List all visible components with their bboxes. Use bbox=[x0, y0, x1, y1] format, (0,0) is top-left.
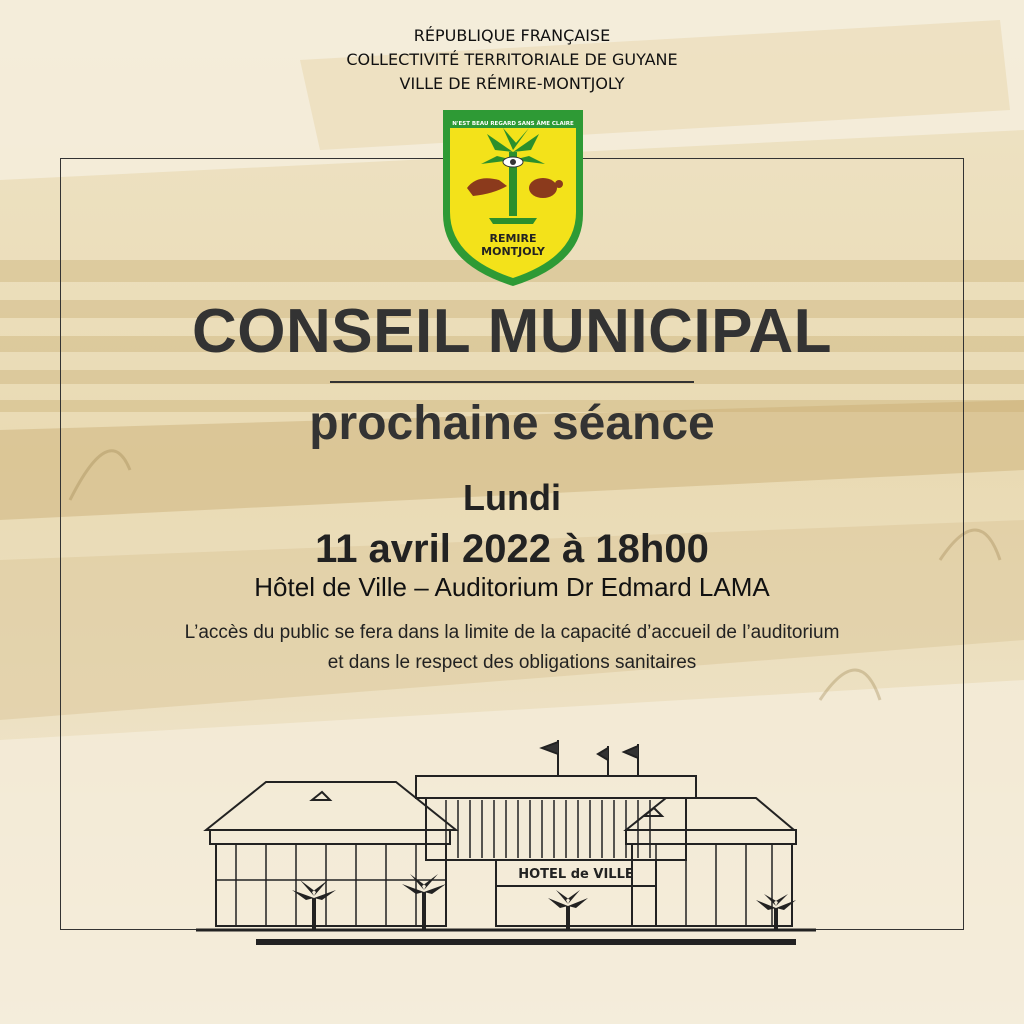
event-title: CONSEIL MUNICIPAL bbox=[191, 297, 832, 366]
header-city: VILLE DE RÉMIRE-MONTJOLY bbox=[399, 74, 625, 93]
public-access-notice bbox=[0, 618, 1024, 678]
notice-line-1: L’accès du public se fera dans la limite de la capacité d’accueil de l’auditorium bbox=[184, 622, 840, 643]
palm-tree-icon bbox=[292, 880, 336, 930]
event-datetime: 11 avril 2022 à 18h00 bbox=[315, 527, 709, 571]
notice-line-2: et dans le respect des obligations sanitaires bbox=[327, 652, 697, 673]
palm-tree-icon bbox=[548, 890, 588, 930]
svg-text:N'EST BEAU REGARD SANS ÂME CLA: N'EST BEAU REGARD SANS ÂME CLAIRE bbox=[452, 121, 574, 127]
palm-tree-icon bbox=[402, 874, 446, 930]
issuer-header bbox=[0, 24, 1024, 96]
title-divider bbox=[330, 381, 694, 383]
crest-name-line2: MONTJOLY bbox=[481, 245, 545, 258]
event-location: Hôtel de Ville – Auditorium Dr Edmard LAMA bbox=[254, 572, 770, 602]
event-subtitle: prochaine séance bbox=[309, 397, 715, 450]
palm-tree-icon bbox=[756, 894, 796, 930]
town-hall-illustration bbox=[196, 730, 816, 956]
header-republic: RÉPUBLIQUE FRANÇAISE bbox=[413, 26, 611, 45]
city-crest-logo bbox=[437, 104, 589, 290]
town-hall-sign: HOTEL de VILLE bbox=[518, 867, 634, 882]
header-collectivity: COLLECTIVITÉ TERRITORIALE DE GUYANE bbox=[346, 50, 678, 69]
event-day: Lundi bbox=[463, 477, 561, 518]
crest-name-line1: REMIRE bbox=[489, 232, 537, 245]
